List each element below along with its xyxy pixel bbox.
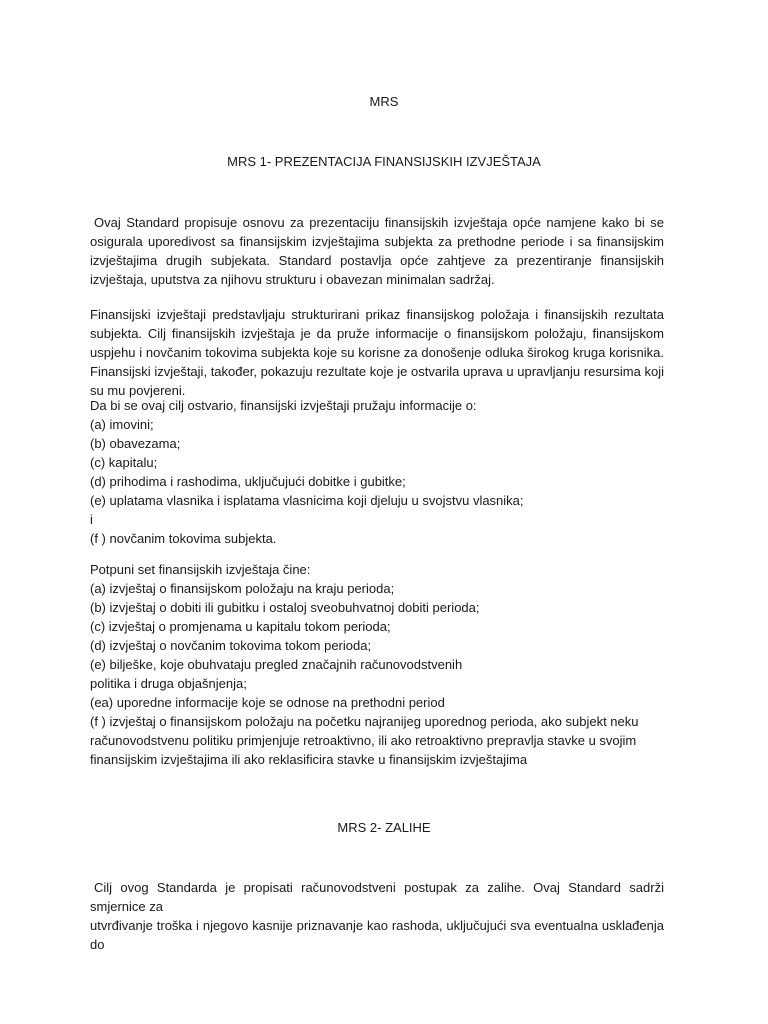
list-item: (ea) uporedne informacije koje se odnose na prethodni period xyxy=(90,695,445,710)
list-item: (a) imovini; xyxy=(90,417,154,432)
list-item: (b) obavezama; xyxy=(90,436,181,451)
section1-paragraph-2: Finansijski izvještaji predstavljaju strukturirani prikaz finansijskog položaja i finansijskih rezultata subjekta. Cilj finansijskih izvještaja je da pruže informacije o finansijskom položaju, finansijskom uspjehu i novčanim tokovima subjekta koje su korisne za donošenje odluka širokog kruga korisnika. Finansijski izvještaji, također, pokazuju rezultate koje je ostvarila uprava u upravljanju resursima koji su mu povjereni. xyxy=(90,307,664,398)
list-item: (f ) izvještaj o finansijskom položaju na početku najranijeg uporednog perioda, ako subjekt neku xyxy=(90,714,639,729)
section1-paragraph-1: Ovaj Standard propisuje osnovu za prezentaciju finansijskih izvještaja opće namjene kako bi se osigurala uporedivost sa finansijskim izvještajima subjekta za prethodne periode i sa finansijskim izvještajima drugih subjekata. Standard postavlja opće zahtjeve za prezentiranje finansijskih izvještaja, uputstva za njihovu strukturu i obavezan minimalan sadržaj. xyxy=(90,215,664,287)
list-item: (b) izvještaj o dobiti ili gubitku i ostaloj sveobuhvatnoj dobiti perioda; xyxy=(90,600,480,615)
section-heading-mrs2: MRS 2- ZALIHE xyxy=(337,820,431,835)
paragraph-line: utvrđivanje troška i njegovo kasnije priznavanje kao rashoda, uključujući sva eventualna usklađenja do xyxy=(90,918,664,952)
list-item: (c) kapitalu; xyxy=(90,455,158,470)
document-title: MRS xyxy=(369,94,399,109)
list-item: i xyxy=(90,512,93,527)
list1-intro: Da bi se ovaj cilj ostvario, finansijski izvještaji pružaju informacije o: xyxy=(90,398,477,413)
list-item: (e) bilješke, koje obuhvataju pregled značajnih računovodstvenih xyxy=(90,657,463,672)
section2-paragraph-1 xyxy=(90,878,664,954)
list-item: (f ) novčanim tokovima subjekta. xyxy=(90,531,277,546)
list-item: (d) izvještaj o novčanim tokovima tokom perioda; xyxy=(90,638,372,653)
list-item: politika i druga objašnjenja; xyxy=(90,676,247,691)
list2-intro: Potpuni set finansijskih izvještaja čine: xyxy=(90,562,311,577)
list-item: (e) uplatama vlasnika i isplatama vlasnicima koji djeluju u svojstvu vlasnika; xyxy=(90,493,524,508)
list-item: (d) prihodima i rashodima, uključujući dobitke i gubitke; xyxy=(90,474,406,489)
list-item: računovodstvenu politiku primjenjuje retroaktivno, ili ako retroaktivno prepravlja stavke u svojim xyxy=(90,733,637,748)
paragraph-line: Cilj ovog Standarda je propisati računovodstveni postupak za zalihe. Ovaj Standard sadrži smjernice za xyxy=(90,880,664,914)
list-item: (a) izvještaj o finansijskom položaju na kraju perioda; xyxy=(90,581,395,596)
section-heading-mrs1: MRS 1- PREZENTACIJA FINANSIJSKIH IZVJEŠTAJA xyxy=(227,154,541,169)
list1 xyxy=(90,415,690,548)
list2 xyxy=(90,579,690,769)
list-item: (c) izvještaj o promjenama u kapitalu tokom perioda; xyxy=(90,619,391,634)
list-item: finansijskim izvještajima ili ako reklasificira stavke u finansijskim izvještajima xyxy=(90,752,528,767)
